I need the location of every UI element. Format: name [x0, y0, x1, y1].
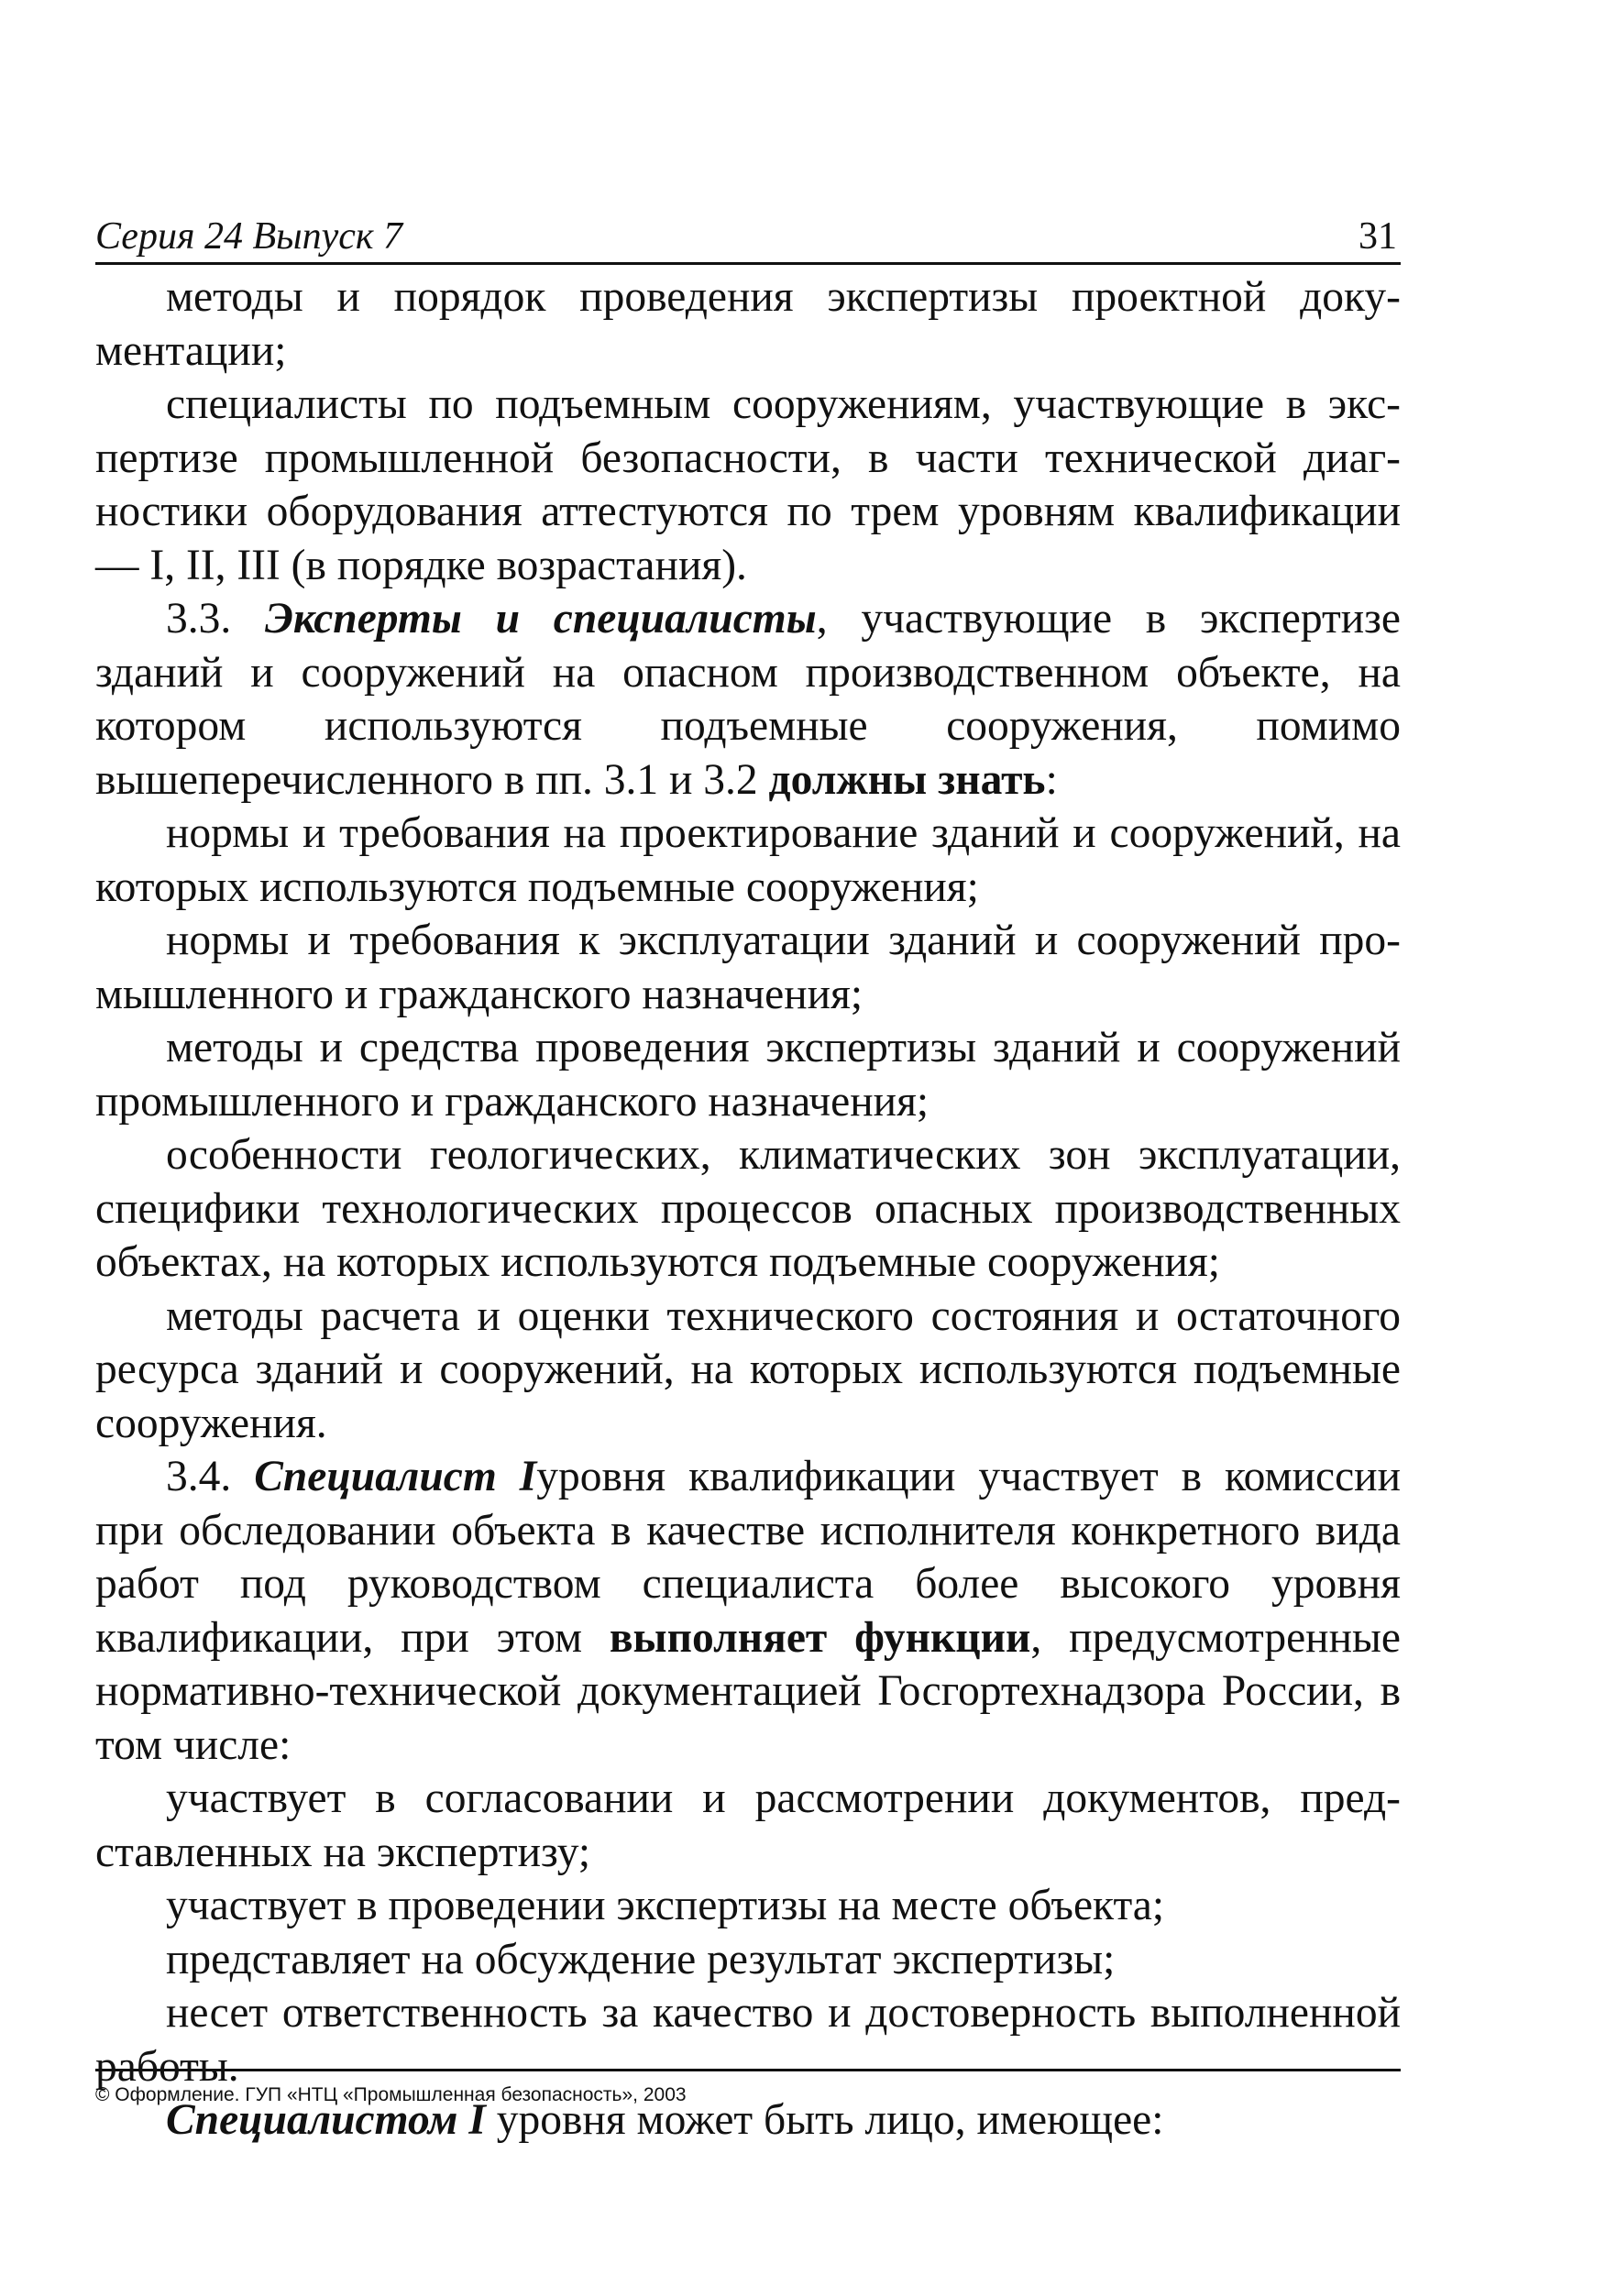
paragraph-text: нормы и требования на проектирование зданий и сооружений, на которых используются подъемные сооружения;: [95, 809, 1401, 911]
section-3-3: [95, 592, 1401, 807]
paragraph-tail: :: [1045, 755, 1058, 804]
section-number: 3.4.: [166, 1453, 232, 1500]
list-item: [95, 1933, 1401, 1987]
body-text: [95, 270, 1401, 2148]
running-header: [95, 205, 1401, 265]
section-lead-term: Специалистом I: [166, 2096, 486, 2144]
page-footer: [95, 2069, 1401, 2106]
page-number: 31: [1358, 215, 1397, 258]
paragraph-text: методы и порядок проведения экспертизы проектной документации;: [95, 273, 1401, 375]
paragraph-text: участвует в проведении экспертизы на месте объекта;: [166, 1882, 1165, 1929]
section-number: 3.3.: [166, 595, 232, 643]
paragraph: [95, 378, 1401, 592]
section-lead-term: Эксперты и специалисты: [265, 595, 817, 643]
list-item: [95, 914, 1401, 1021]
paragraph-text: методы и средства проведения экспертизы зданий и сооружений промышленного и гражданского назначения;: [95, 1024, 1401, 1126]
section-3-4: [95, 1450, 1401, 1772]
paragraph-text: уровня квалификации участвует в комиссии при обследовании объекта в качестве исполнителя конкретного вида работ под руководством специалиста более высокого уровня квалификации, при этом: [95, 1453, 1402, 1662]
paragraph-text: , участвующие в экспертизе зданий и сооружений на опасном производственном объекте, на котором используются подъемные сооружения, помимо вышеперечисленного в пп. 3.1 и 3.2: [95, 595, 1401, 804]
paragraph: [95, 270, 1401, 378]
paragraph-text: участвует в согласовании и рассмотрении документов, представленных на экспертизу;: [95, 1774, 1401, 1876]
paragraph-text: представляет на обсуждение результат экспертизы;: [166, 1935, 1116, 1983]
paragraph-text: специалисты по подъемным сооружениям, участвующие в экспертизе промышленной безопасности, в части технической диагностики оборудования аттестуются по трем уровням квалификации — I, II, III (в порядке возрастания).: [95, 380, 1401, 589]
bold-phrase: выполняет функции: [609, 1613, 1031, 1662]
list-item: [95, 1772, 1401, 1879]
copyright-notice: © Оформление. ГУП «НТЦ «Промышленная безопасность», 2003: [95, 2084, 687, 2105]
list-item: [95, 1290, 1401, 1451]
section-lead-term: Специалист I: [254, 1453, 537, 1500]
paragraph-text: особенности геологических, климатических зон эксплуатации, специфики технологических процессов опасных производственных объектах, на которых используются подъемные сооружения;: [95, 1131, 1401, 1286]
list-item: [95, 807, 1401, 914]
series-title: Серия 24 Выпуск 7: [95, 215, 402, 258]
paragraph-tail: , предусмотренные нормативно-технической документацией Госгортехнадзора России, в том числе:: [95, 1613, 1401, 1769]
document-page: [95, 205, 1401, 2148]
paragraph-text: нормы и требования к эксплуатации зданий и сооружений промышленного и гражданского назначения;: [95, 917, 1401, 1018]
paragraph-text: методы расчета и оценки технического состояния и остаточного ресурса зданий и сооружений, на которых используются подъемные сооружения.: [95, 1291, 1401, 1447]
list-item: [95, 1879, 1401, 1933]
list-item: [95, 1128, 1401, 1290]
list-item: [95, 1021, 1401, 1128]
bold-phrase: должны знать: [768, 755, 1046, 804]
paragraph-text: уровня может быть лицо, имеющее:: [485, 2096, 1164, 2144]
paragraph-text: несет ответственность за качество и достоверность выполненной работы.: [95, 1989, 1401, 2091]
